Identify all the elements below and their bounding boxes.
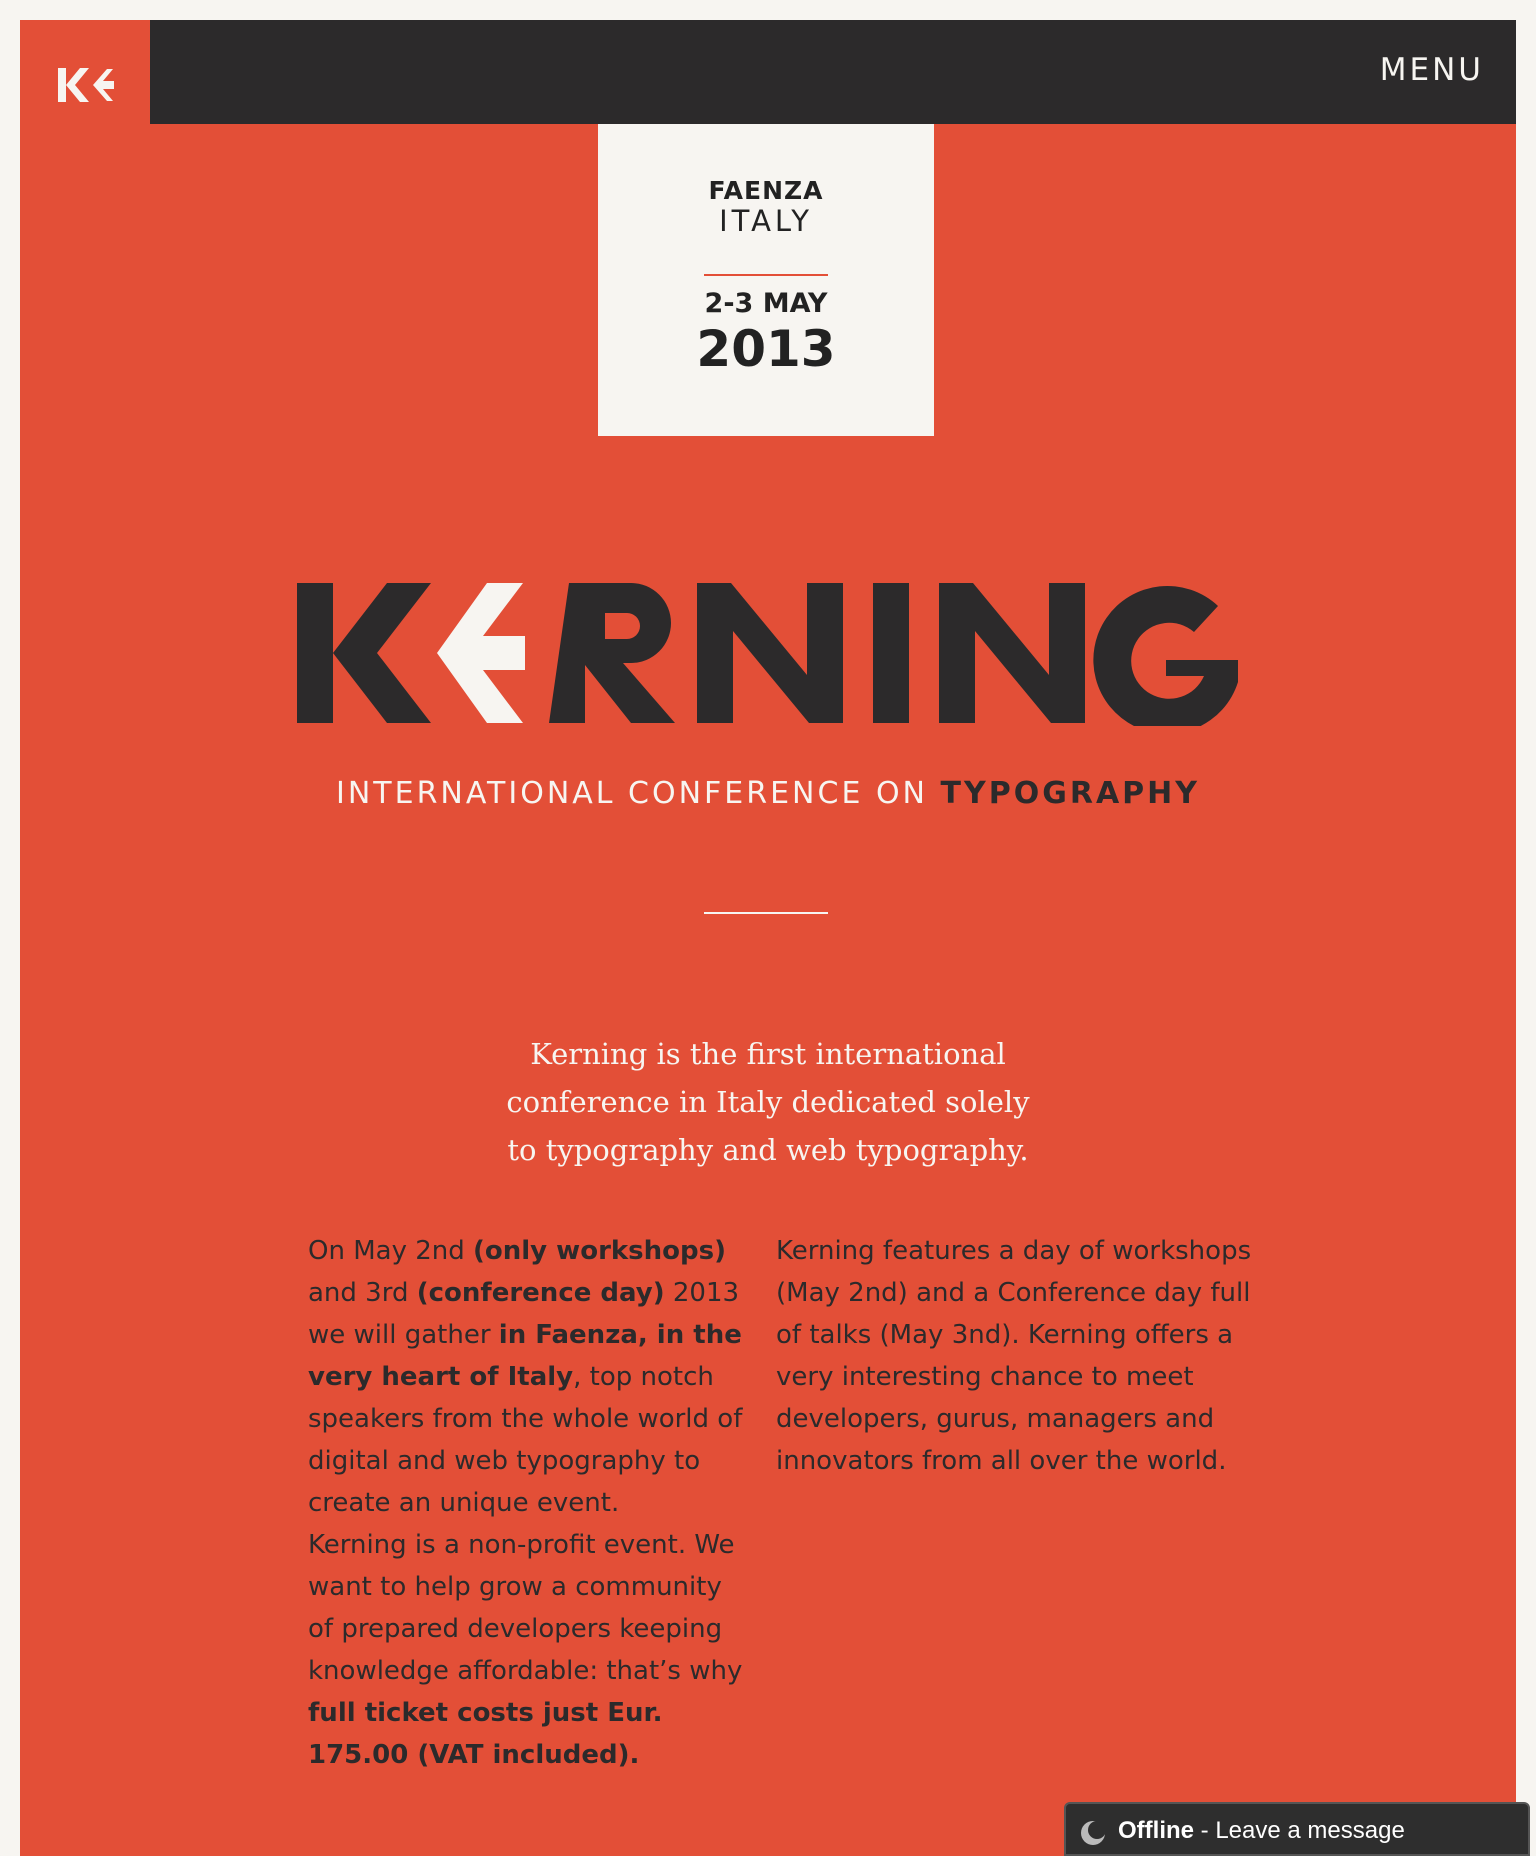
date-divider: [704, 274, 828, 276]
event-date-card: [598, 124, 934, 436]
event-city: FAENZA: [708, 176, 824, 205]
page: [20, 20, 1516, 1856]
event-country: ITALY: [719, 204, 813, 238]
tagline-typography: TYPOGRAPHY: [940, 776, 1200, 811]
section-divider: [704, 912, 828, 914]
left-text: Kerning is a non-profit event. We want to help grow a community of prepared developers keeping knowledge affordable: that’s why: [308, 1530, 743, 1686]
left-text: On May 2nd: [308, 1236, 474, 1266]
live-chat-widget[interactable]: [1064, 1802, 1530, 1856]
right-column-text: Kerning features a day of workshops (May 2nd) and a Conference day full of talks (May 3nd). Kerning offers a very interesting chance to meet developers, gurus, managers and innovators from all over the world.: [776, 1236, 1252, 1476]
chat-label: [1118, 1817, 1405, 1845]
home-logo-link[interactable]: [20, 20, 150, 124]
left-bold-text: (conference day): [416, 1278, 665, 1308]
top-navigation-bar: [20, 20, 1516, 124]
conference-tagline: [20, 776, 1516, 811]
left-text: , top notch speakers from the whole world of digital and web typography to create an unique event.: [308, 1362, 743, 1518]
menu-button[interactable]: MENU: [1379, 52, 1484, 88]
left-bold-text: in Faenza, in the very heart of Italy: [308, 1320, 742, 1392]
event-days: 2-3 MAY: [704, 288, 828, 319]
kerning-wordmark-logo: [297, 580, 1238, 726]
chat-message: - Leave a message: [1194, 1817, 1405, 1844]
ticket-price-text: full ticket costs just Eur. 175.00 (VAT included).: [308, 1698, 663, 1770]
left-text: and 3rd: [308, 1278, 417, 1308]
left-text: 2013 we will gather: [308, 1278, 740, 1350]
left-column-text: [308, 1230, 748, 1776]
kerning-logo-icon: [58, 68, 114, 102]
event-year: 2013: [696, 320, 836, 378]
left-bold-text: (only workshops): [473, 1236, 726, 1266]
chat-status-icon: [1080, 1820, 1106, 1846]
chat-status: Offline: [1118, 1817, 1194, 1844]
tagline-prefix: INTERNATIONAL CONFERENCE ON: [336, 776, 941, 811]
intro-paragraph: Kerning is the first international conference in Italy dedicated solely to typography and web typography.: [506, 1037, 1030, 1167]
